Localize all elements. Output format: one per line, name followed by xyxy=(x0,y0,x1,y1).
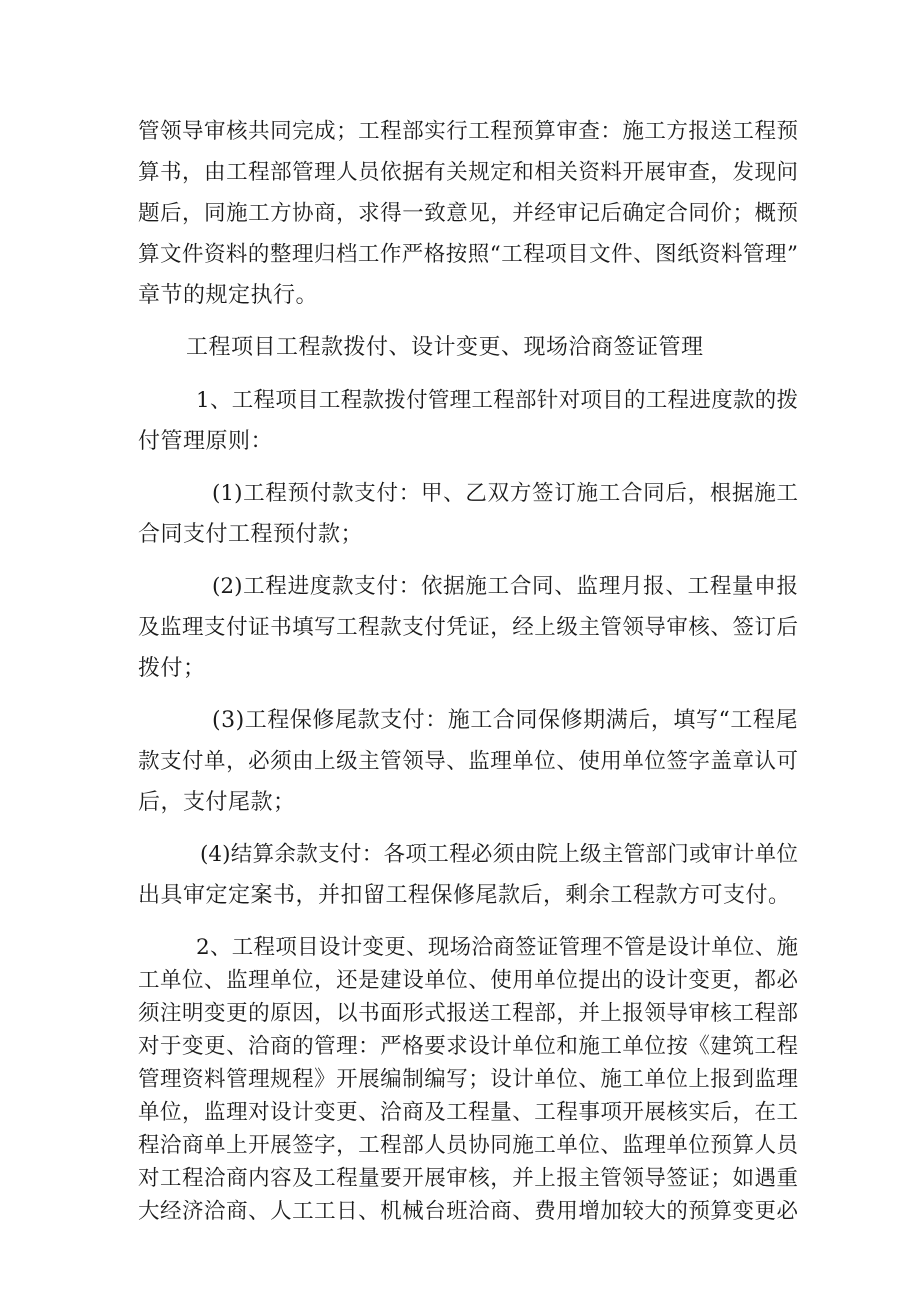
text-line: 章节的规定执行。 xyxy=(138,283,319,308)
text-line: 管领导审核共同完成；工程部实行工程预算审查：施工方报送工程预 xyxy=(138,119,798,144)
text-line: 1、工程项目工程款拨付管理工程部针对项目的工程进度款的拨 xyxy=(196,388,798,413)
text-line: (1)工程预付款支付：甲、乙双方签订施工合同后，根据施工 xyxy=(212,481,798,506)
text-line: 管理资料管理规程》开展编制编写；设计单位、施工单位上报到监理 xyxy=(138,1067,798,1092)
text-line: 算文件资料的整理归档工作严格按照“工程项目文件、图纸资料管理” xyxy=(138,242,798,267)
text-line: (2)工程进度款支付：依据施工合同、监理月报、工程量申报 xyxy=(212,574,798,599)
text-line: (4)结算余款支付：各项工程必须由院上级主管部门或审计单位 xyxy=(200,842,798,867)
text-line: 及监理支付证书填写工程款支付凭证，经上级主管领导审核、签订后 xyxy=(138,615,798,640)
text-line: 算书，由工程部管理人员依据有关规定和相关资料开展审查，发现问 xyxy=(138,160,798,185)
text-line: 付管理原则： xyxy=(138,429,274,454)
text-line: (3)工程保修尾款支付：施工合同保修期满后，填写“工程尾 xyxy=(212,708,798,733)
text-line: 工单位、监理单位，还是建设单位、使用单位提出的设计变更，都必 xyxy=(138,968,798,993)
text-line: 拨付； xyxy=(138,656,206,681)
text-line: 后，支付尾款； xyxy=(138,790,296,815)
text-line: 大经济洽商、人工工日、机械台班洽商、费用增加较大的预算变更必 xyxy=(138,1199,798,1224)
text-line: 款支付单，必须由上级主管领导、监理单位、使用单位签字盖章认可 xyxy=(138,749,798,774)
text-line: 须注明变更的原因，以书面形式报送工程部，并上报领导审核工程部 xyxy=(138,1001,798,1026)
text-line: 对工程洽商内容及工程量要开展审核，并上报主管领导签证；如遇重 xyxy=(138,1166,798,1191)
section-heading: 工程项目工程款拨付、设计变更、现场洽商签证管理 xyxy=(186,335,704,360)
text-line: 2、工程项目设计变更、现场洽商签证管理不管是设计单位、施 xyxy=(196,935,798,960)
text-line: 出具审定定案书，并扣留工程保修尾款后，剩余工程款方可支付。 xyxy=(138,883,791,908)
text-line: 对于变更、洽商的管理：严格要求设计单位和施工单位按《建筑工程 xyxy=(138,1034,798,1059)
text-line: 题后，同施工方协商，求得一致意见，并经审记后确定合同价；概预 xyxy=(138,201,798,226)
text-line: 程洽商单上开展签字，工程部人员协同施工单位、监理单位预算人员 xyxy=(138,1133,798,1158)
text-line: 合同支付工程预付款； xyxy=(138,522,364,547)
text-line: 单位，监理对设计变更、洽商及工程量、工程事项开展核实后，在工 xyxy=(138,1100,798,1125)
